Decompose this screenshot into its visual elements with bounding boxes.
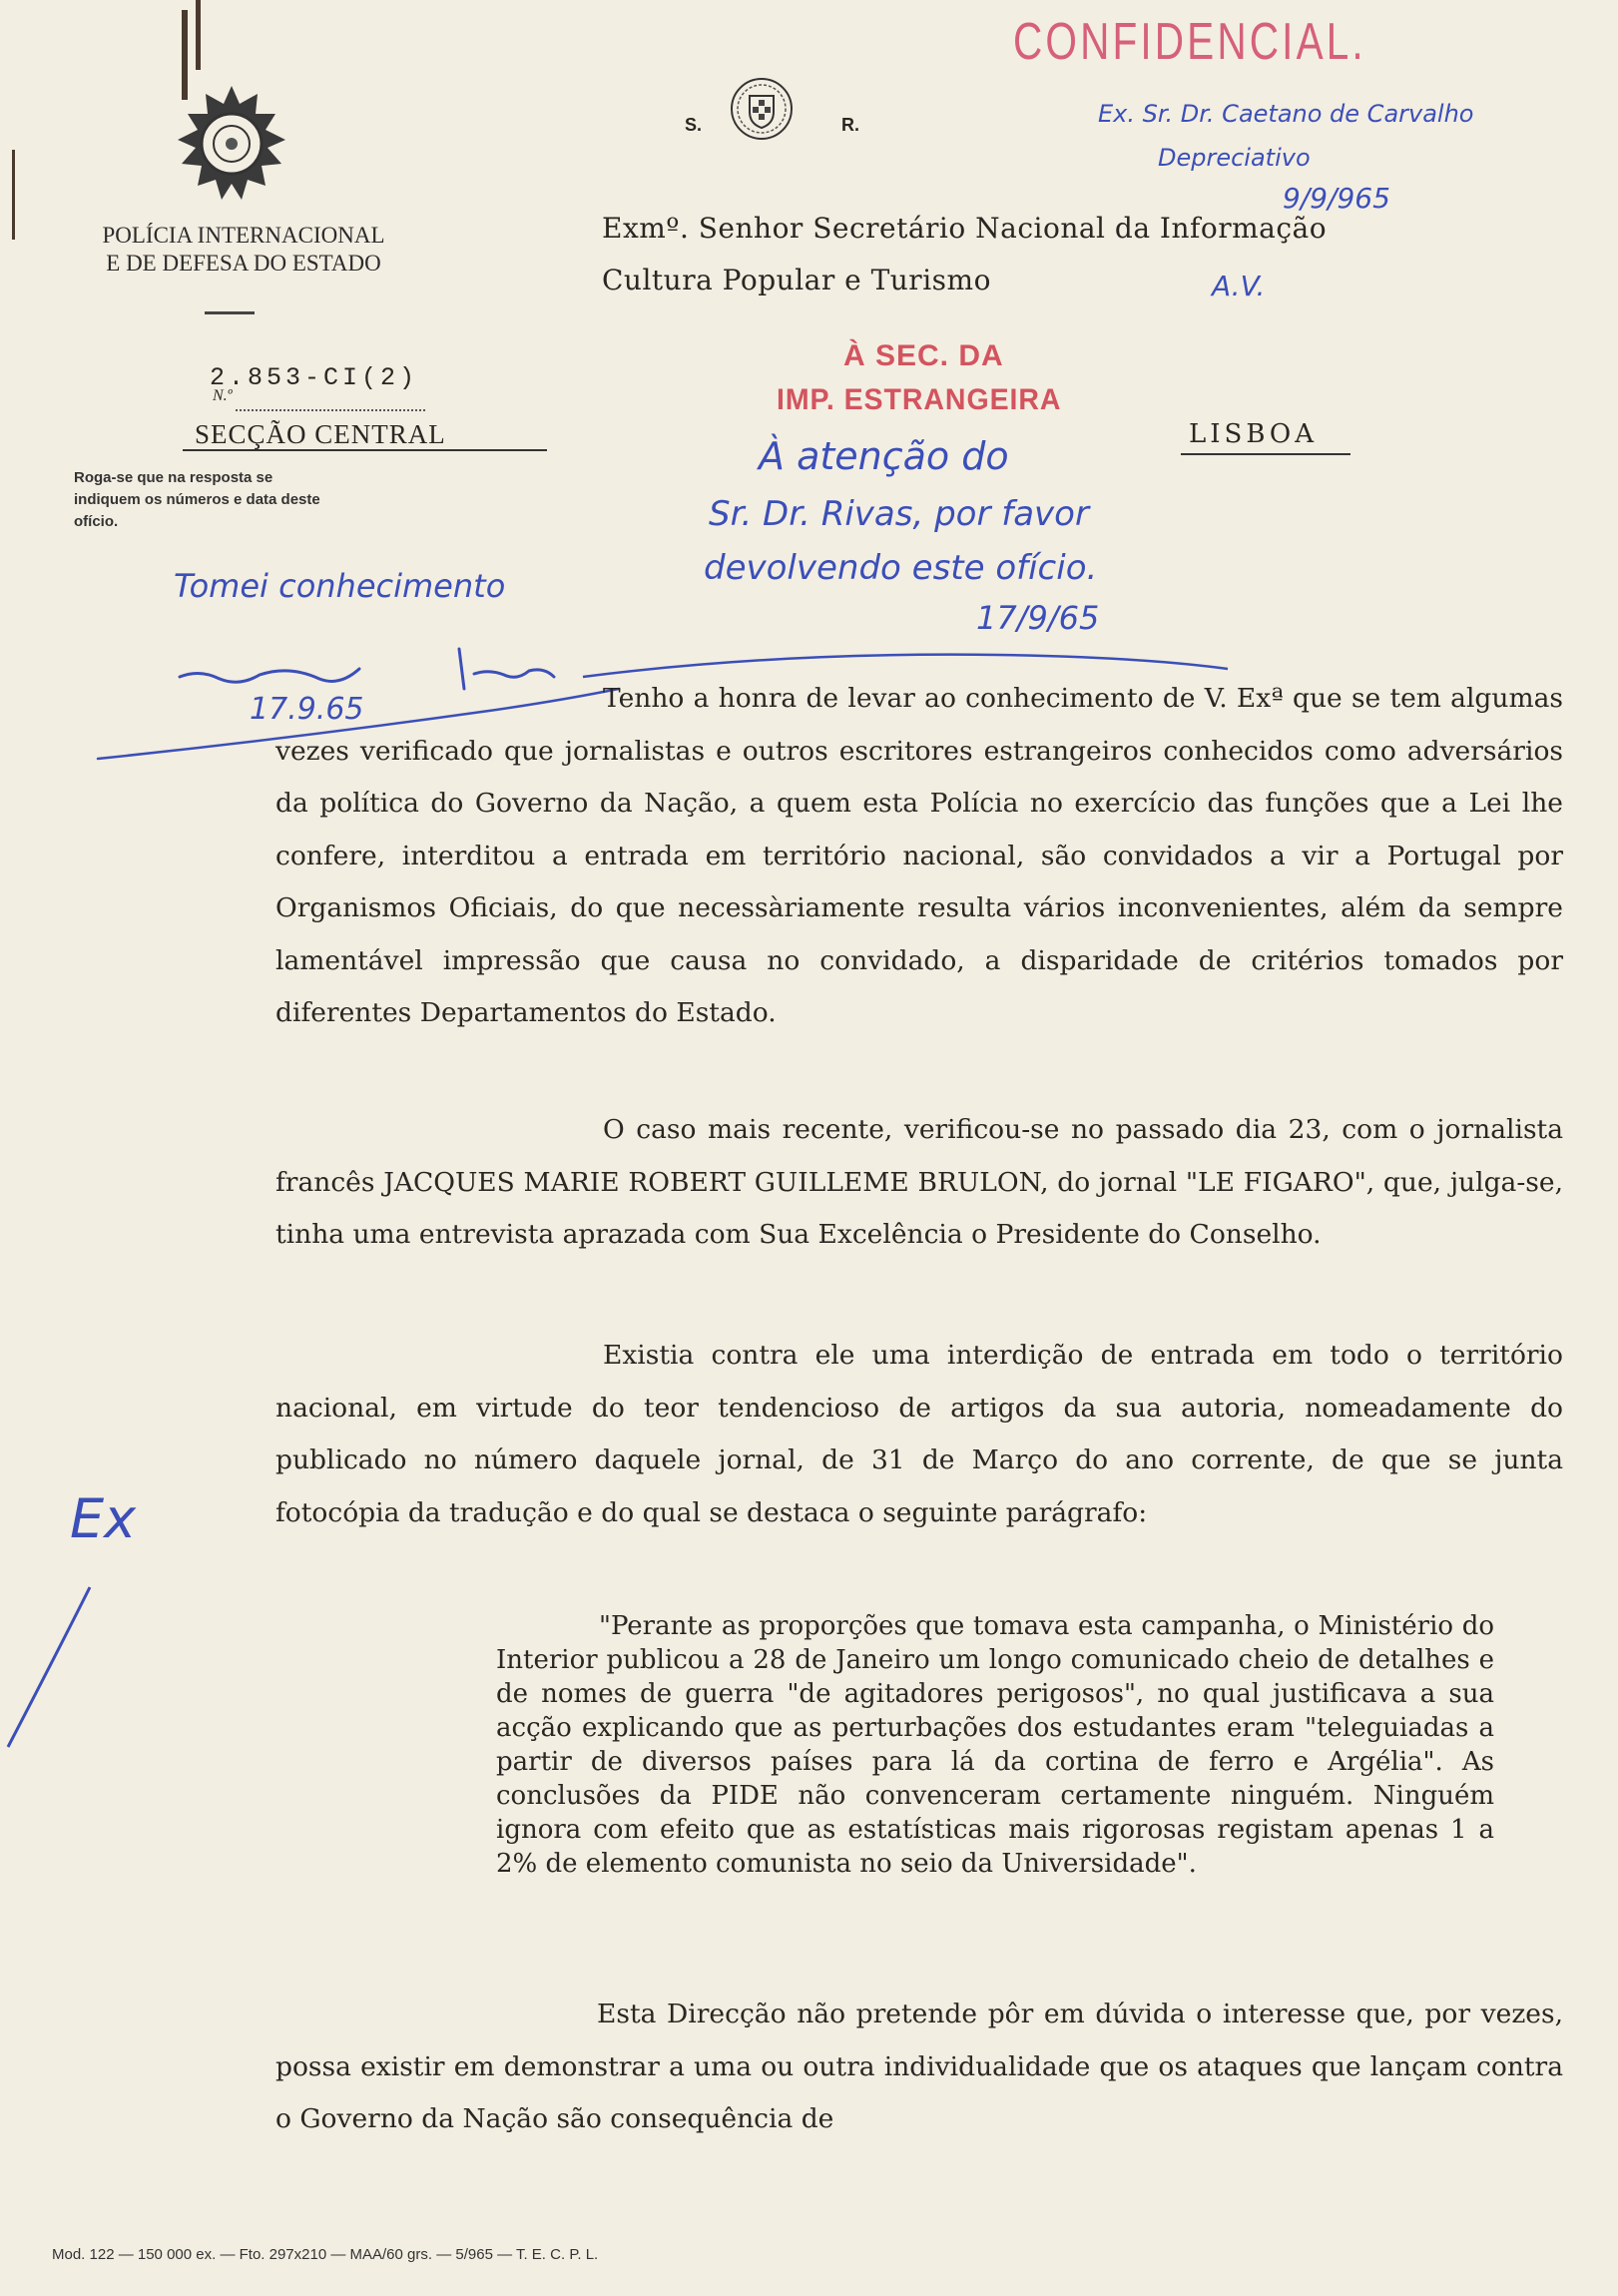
agency-name xyxy=(74,222,413,278)
handwritten-initials xyxy=(1208,262,1328,311)
handwritten-centre-line-3: devolvendo este ofício. xyxy=(704,548,1098,588)
sr-left: S. xyxy=(685,115,703,135)
addressee-line-1: Exmº. Senhor Secretário Nacional da Informação xyxy=(602,212,1328,245)
handwritten-addressee: Ex. Sr. Dr. Caetano de Carvalho xyxy=(1098,100,1474,128)
routing-stamp-line-2: IMP. ESTRANGEIRA xyxy=(777,383,1062,416)
handwritten-centre-line-2: Sr. Dr. Rivas, por favor xyxy=(709,494,1089,534)
dotted-rule xyxy=(236,409,425,411)
handwritten-note-top-right xyxy=(1098,86,1597,226)
portuguese-coat-of-arms-icon xyxy=(729,76,795,142)
handwritten-note-left xyxy=(170,555,589,615)
handwritten-note-centre xyxy=(699,429,1457,639)
initials-text: A.V. xyxy=(1212,270,1266,302)
handwritten-centre-line-1: À atenção do xyxy=(759,434,1009,478)
handwritten-centre-date: 17/9/65 xyxy=(976,599,1100,637)
addressee-line-2: Cultura Popular e Turismo xyxy=(602,264,991,296)
paragraph-2: O caso mais recente, verificou-se no passado dia 23, com o jornalista francês JACQUES MARIE ROBERT GUILLEME BRULON, do jornal "LE FIGARO", que, julga-se, tinha uma entrevista aprazada com Sua Excelência o Presidente do Conselho. xyxy=(275,1114,1563,1250)
quoted-paragraph: "Perante as proporções que tomava esta campanha, o Ministério do Interior publicou a 28 de Janeiro um longo comunicado cheio de detalhes e de nomes de guerra "de agitadores perigosos", no qual justificava a sua acção explicando que as perturbações dos estudantes eram "teleguiadas a partir de diversos países para lá da cortina de ferro e Argélia". As conclusões da PIDE não convenceram certamente ninguém. Ninguém ignora com efeito que as estatísticas mais rigorosas registam apenas 1 a 2% de elemento comunista no seio da Universidade". xyxy=(496,1611,1494,1879)
paragraph-4: Esta Direcção não pretende pôr em dúvida o interesse que, por vezes, possa existir em demonstrar a uma ou outra individualidade que os ataques que lançam contra o Governo da Nação são consequência de xyxy=(275,1999,1563,2134)
divider xyxy=(205,311,255,314)
routing-stamp-line-1: À SEC. DA xyxy=(843,339,1004,372)
binding-string xyxy=(12,150,15,240)
police-seal-icon xyxy=(172,84,291,204)
agency-line-2: E DE DEFESA DO ESTADO xyxy=(106,251,381,276)
city: LISBOA xyxy=(1189,419,1319,449)
sr-right: R. xyxy=(841,115,859,135)
margin-mark-text: Ex xyxy=(70,1487,137,1550)
binding-string xyxy=(182,10,188,100)
handwritten-acknowledgement: Tomei conhecimento xyxy=(174,567,506,605)
reply-instruction-note: Roga-se que na resposta se indiquem os números e data deste ofício. xyxy=(74,469,320,530)
divider xyxy=(183,449,547,451)
binding-string xyxy=(196,0,201,70)
form-footer: Mod. 122 — 150 000 ex. — Fto. 297x210 — MAA/60 grs. — 5/965 — T. E. C. P. L. xyxy=(52,2246,599,2263)
agency-line-1: POLÍCIA INTERNACIONAL xyxy=(102,223,385,248)
handwritten-remark: Depreciativo xyxy=(1158,144,1311,172)
confidential-stamp: CONFIDENCIAL. xyxy=(1013,13,1366,71)
paragraph-3: Existia contra ele uma interdição de entrada em todo o território nacional, em virtude do teor tendencioso de artigos da sua autoria, nomeadamente do publicado no número daquele jornal, de 31 de Março do ano corrente, de que se junta fotocópia da tradução e do qual se destaca o seguinte parágrafo: xyxy=(275,1340,1563,1528)
signature-date: 17.9.65 xyxy=(250,692,364,727)
reference-number: 2.853-CI(2) xyxy=(210,363,419,392)
handwritten-margin-mark xyxy=(0,1418,200,1757)
ref-prefix: N.º xyxy=(213,387,233,404)
handwritten-date: 9/9/965 xyxy=(1283,182,1390,215)
paragraph-1: Tenho a honra de levar ao conhecimento de V. Exª que se tem algumas vezes verificado que jornalistas e outros escritores estrangeiros conhecidos como adversários da política do Governo da Nação, a quem esta Polícia no exercício das funções que a Lei lhe confere, interditou a entrada em território nacional, são convidados a vir a Portugal por Organismos Oficiais, do que necessàriamente resulta vários inconvenientes, além da sempre lamentável impressão que causa no convidado, a disparidade de critérios tomados por diferentes Departamentos do Estado. xyxy=(275,683,1563,1028)
section-name: SECÇÃO CENTRAL xyxy=(195,419,446,449)
